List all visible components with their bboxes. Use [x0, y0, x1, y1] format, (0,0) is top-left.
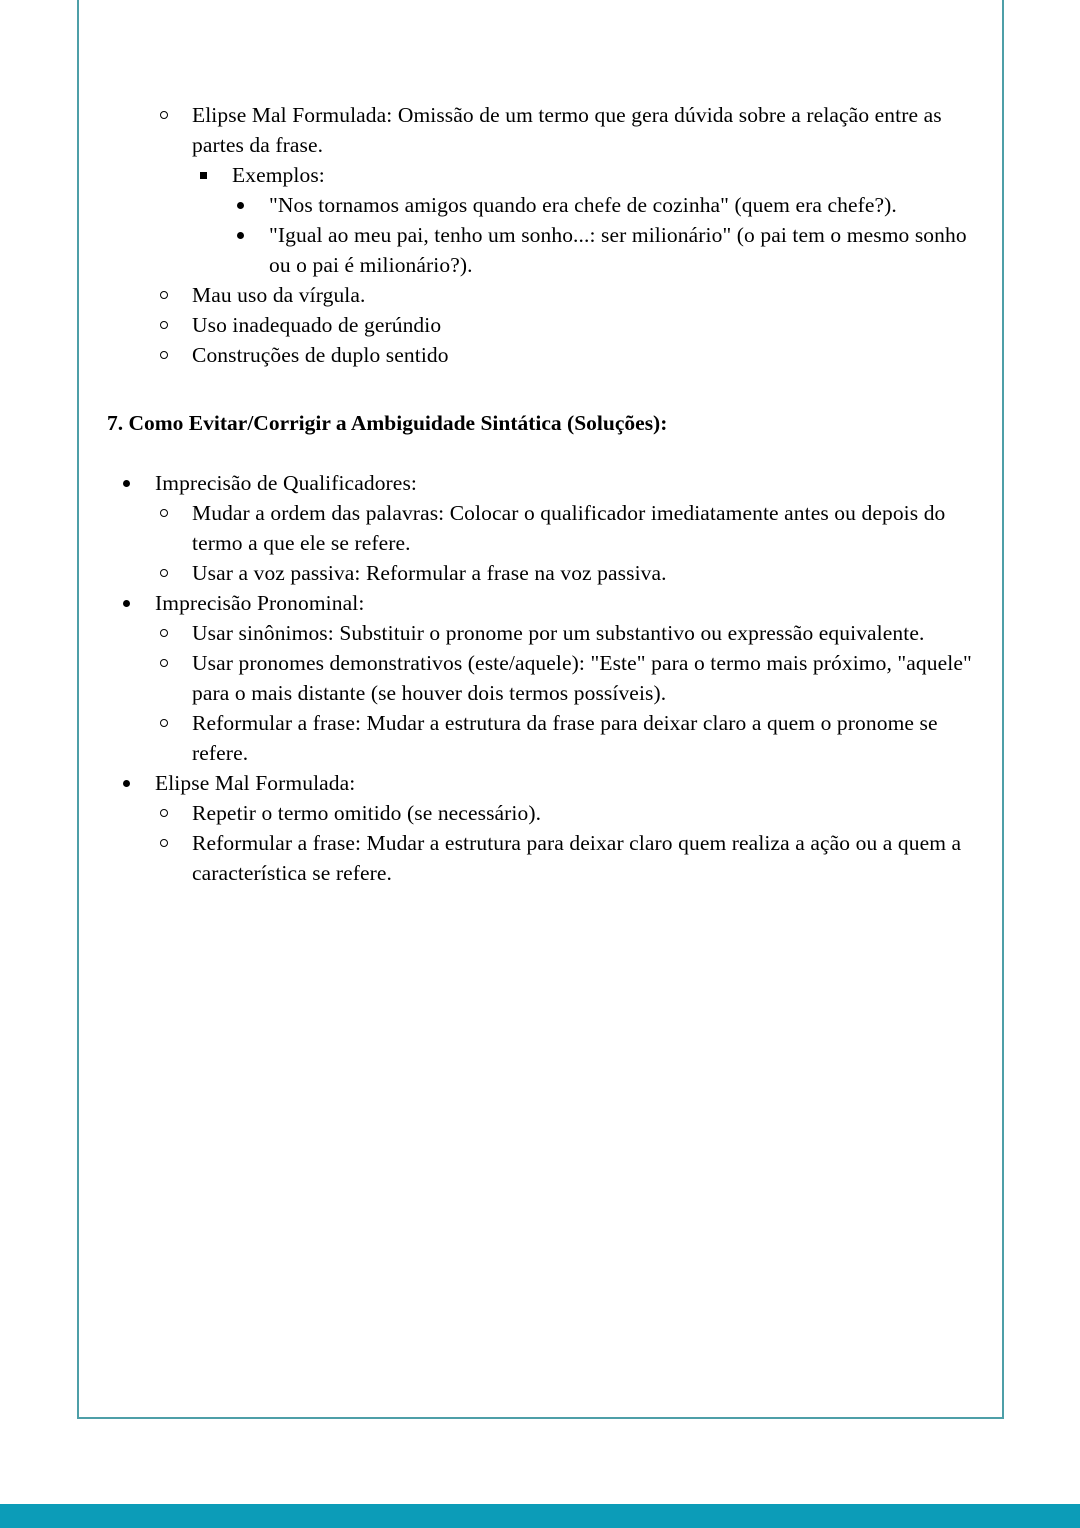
list-item-text: "Igual ao meu pai, tenho um sonho...: ser milionário" (o pai tem o mesmo sonho ou o pai é milionário?). [269, 223, 967, 277]
disc-bullet-icon-glyph [123, 480, 130, 487]
circle-bullet-icon [160, 828, 182, 858]
list-item-text: Reformular a frase: Mudar a estrutura para deixar claro quem realiza a ação ou a quem a característica se refere. [192, 831, 962, 885]
footer-band [0, 1504, 1080, 1528]
list-item-text: Reformular a frase: Mudar a estrutura da frase para deixar claro a quem o pronome se refere. [192, 711, 938, 765]
list-item-text: Imprecisão de Qualificadores: [155, 471, 417, 495]
list-item [160, 708, 973, 768]
spacer-before-heading [107, 370, 973, 408]
list-item [160, 648, 973, 708]
list-item [160, 310, 973, 340]
list-item-text: Elipse Mal Formulada: [155, 771, 356, 795]
list-item-text: Uso inadequado de gerúndio [192, 313, 442, 337]
list-item-text: Exemplos: [232, 163, 325, 187]
list-item-text: Elipse Mal Formulada: Omissão de um termo que gera dúvida sobre a relação entre as partes da frase. [192, 103, 942, 157]
top-list [107, 100, 973, 370]
circle-bullet-icon [160, 340, 182, 370]
circle-bullet-icon-glyph [160, 569, 168, 577]
circle-bullet-icon-glyph [160, 719, 168, 727]
list-item [160, 798, 973, 828]
list-item-text: Usar pronomes demonstrativos (este/aquele): "Este" para o termo mais próximo, "aquele" para o mais distante (se houver dois termos possíveis). [192, 651, 972, 705]
disc-bullet-icon [237, 190, 259, 220]
square-bullet-icon-glyph [200, 172, 207, 179]
list-item [160, 100, 973, 160]
list-item [237, 190, 973, 220]
disc-bullet-icon-glyph [237, 232, 244, 239]
spacer-after-heading [107, 438, 973, 468]
list-item [160, 340, 973, 370]
list-item-text: Usar sinônimos: Substituir o pronome por um substantivo ou expressão equivalente. [192, 621, 925, 645]
list-item [123, 468, 973, 498]
list-item-text: Usar a voz passiva: Reformular a frase na voz passiva. [192, 561, 667, 585]
disc-bullet-icon-glyph [123, 780, 130, 787]
solutions-list [107, 468, 973, 888]
document-body [107, 100, 973, 888]
list-item-text: Mau uso da vírgula. [192, 283, 366, 307]
square-bullet-icon [200, 160, 222, 190]
circle-bullet-icon-glyph [160, 809, 168, 817]
circle-bullet-icon-glyph [160, 839, 168, 847]
list-item [160, 280, 973, 310]
disc-bullet-icon [123, 588, 145, 618]
list-item-text: Repetir o termo omitido (se necessário). [192, 801, 542, 825]
circle-bullet-icon-glyph [160, 629, 168, 637]
disc-bullet-icon-glyph [237, 202, 244, 209]
list-item [160, 618, 973, 648]
list-item [200, 160, 973, 190]
circle-bullet-icon [160, 648, 182, 678]
circle-bullet-icon [160, 100, 182, 130]
list-item [160, 828, 973, 888]
circle-bullet-icon-glyph [160, 111, 168, 119]
page-title: 7. Como Evitar/Corrigir a Ambiguidade Sintática (Soluções): [107, 411, 668, 435]
ambiguity-causes-list [107, 100, 973, 370]
circle-bullet-icon [160, 280, 182, 310]
list-item-text: Construções de duplo sentido [192, 343, 449, 367]
list-item-text: Mudar a ordem das palavras: Colocar o qualificador imediatamente antes ou depois do termo a que ele se refere. [192, 501, 946, 555]
circle-bullet-icon-glyph [160, 321, 168, 329]
list-item [160, 498, 973, 558]
circle-bullet-icon-glyph [160, 509, 168, 517]
circle-bullet-icon [160, 498, 182, 528]
circle-bullet-icon [160, 310, 182, 340]
circle-bullet-icon-glyph [160, 291, 168, 299]
solutions-list [107, 468, 973, 888]
disc-bullet-icon [123, 468, 145, 498]
circle-bullet-icon [160, 618, 182, 648]
circle-bullet-icon-glyph [160, 351, 168, 359]
circle-bullet-icon-glyph [160, 659, 168, 667]
list-item [160, 558, 973, 588]
list-item [123, 768, 973, 798]
list-item-text: "Nos tornamos amigos quando era chefe de cozinha" (quem era chefe?). [269, 193, 897, 217]
disc-bullet-icon [237, 220, 259, 250]
list-item-text: Imprecisão Pronominal: [155, 591, 365, 615]
circle-bullet-icon [160, 708, 182, 738]
list-item [123, 588, 973, 618]
circle-bullet-icon [160, 798, 182, 828]
disc-bullet-icon-glyph [123, 600, 130, 607]
list-item [237, 220, 973, 280]
circle-bullet-icon [160, 558, 182, 588]
disc-bullet-icon [123, 768, 145, 798]
